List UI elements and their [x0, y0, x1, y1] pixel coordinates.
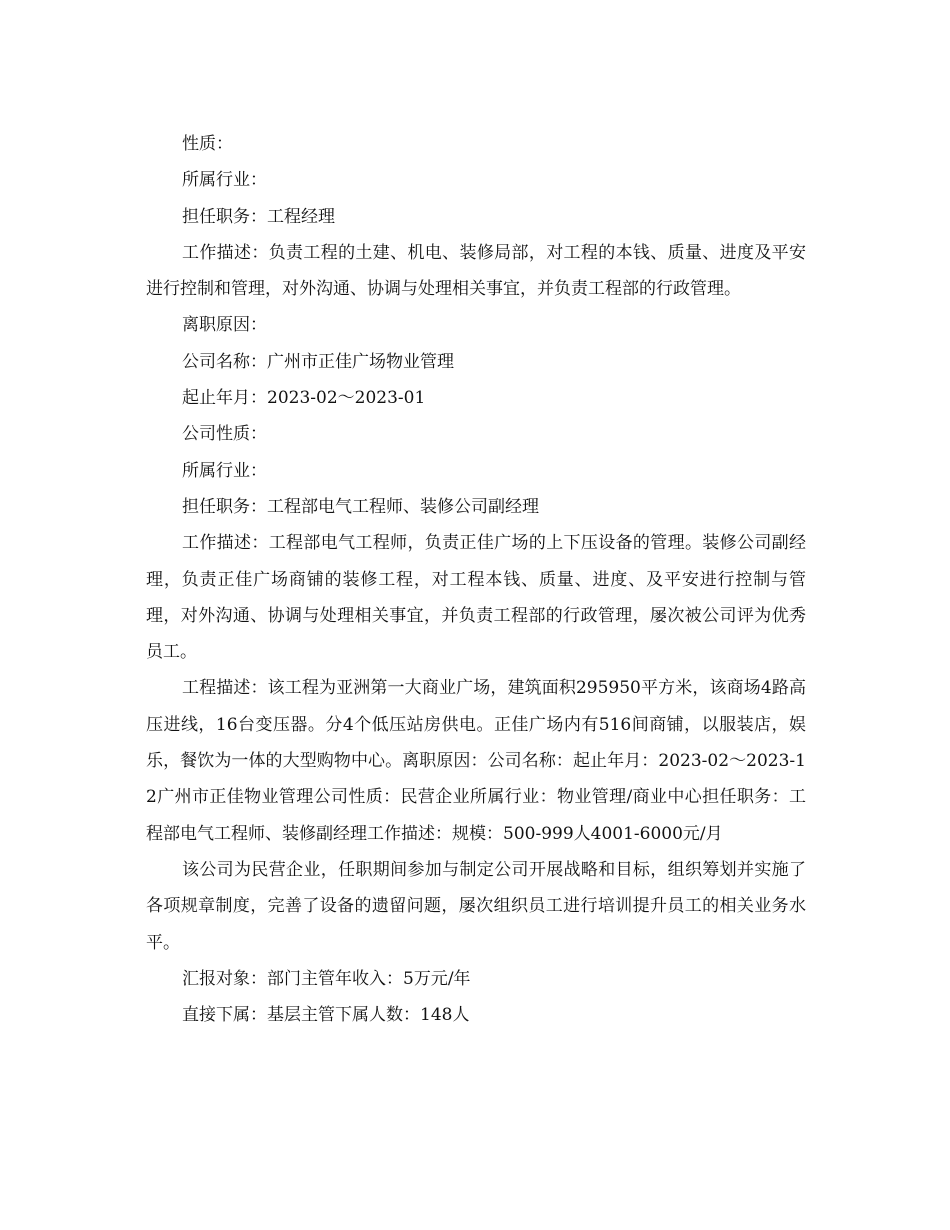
company-name-line: 公司名称：广州市正佳广场物业管理 [182, 351, 454, 372]
period-line: 起止年月：2023-02～2023-01 [182, 388, 426, 409]
company-nature-line: 公司性质： [182, 424, 267, 445]
reporting-line: 汇报对象：部门主管年收入：5万元/年 [182, 968, 471, 989]
job-description-paragraph-2: 工作描述：工程部电气工程师，负责正佳广场的上下压设备的管理。装修公司副经理，负责正佳广场商铺的装修工程，对工程本钱、质量、进度、及平安进行控制与管理，对外沟通、协调与处理相关事宜，并负责工程部的行政管理，屡次被公司评为优秀员工。 [146, 533, 806, 663]
company-summary-paragraph: 该公司为民营企业，任职期间参加与制定公司开展战略和目标，组织筹划并实施了各项规章制度，完善了设备的遗留问题，屡次组织员工进行培训提升员工的相关业务水平。 [146, 859, 806, 953]
subordinates-line: 直接下属：基层主管下属人数：148人 [182, 1005, 470, 1026]
position-line: 担任职务：工程经理 [182, 206, 335, 227]
industry-line: 所属行业： [182, 170, 267, 191]
nature-line: 性质： [182, 134, 233, 154]
industry-line-2: 所属行业： [182, 460, 267, 481]
project-description-paragraph: 工程描述：该工程为亚洲第一大商业广场，建筑面积295950平方米，该商场4路高压进线，16台变压器。分4个低压站房供电。正佳广场内有516间商铺，以服装店，娱乐，餐饮为一体的大型购物中心。离职原因：公司名称：起止年月：2023-02～2023-12广州市正佳物业管理公司性质：民营企业所属行业：物业管理/商业中心担任职务：工程部电气工程师、装修副经理工作描述：规模：500-999人4001-6000元/月 [146, 678, 806, 844]
job-description-paragraph: 工作描述：负责工程的土建、机电、装修局部，对工程的本钱、质量、进度及平安进行控制和管理，对外沟通、协调与处理相关事宜，并负责工程部的行政管理。 [146, 242, 806, 300]
leaving-reason-line: 离职原因： [182, 315, 267, 336]
document-page [146, 126, 806, 1033]
position-line-2: 担任职务：工程部电气工程师、装修公司副经理 [182, 496, 539, 517]
